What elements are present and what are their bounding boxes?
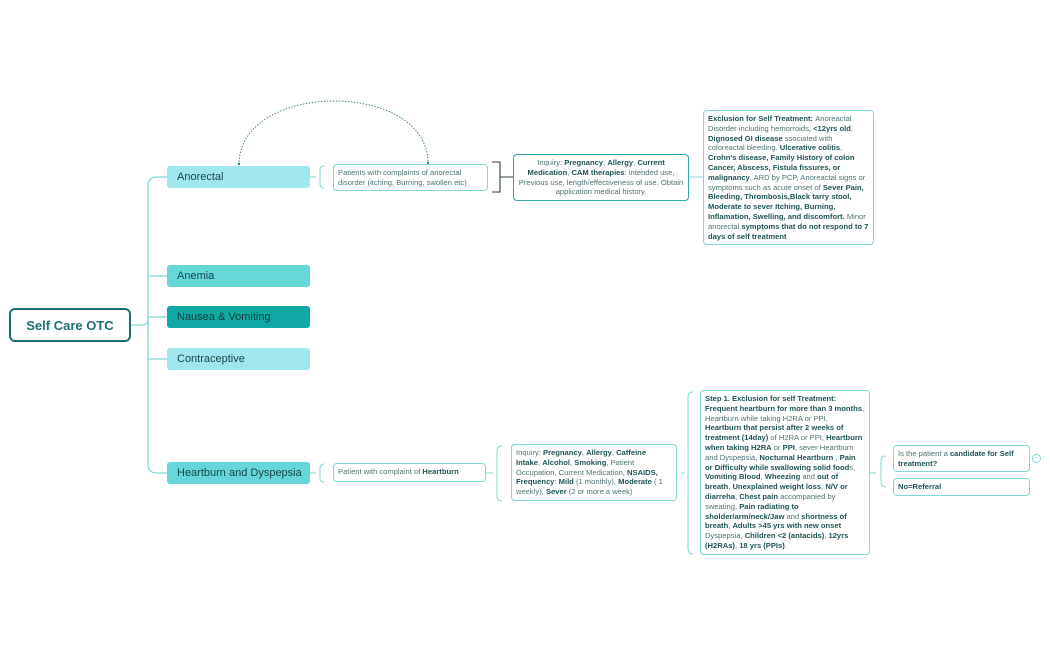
text-segment: , [840, 143, 843, 153]
text-segment: candidate for Self treatment? [898, 449, 1014, 468]
text-segment: , [567, 167, 572, 177]
text-segment: : [554, 477, 559, 487]
text-segment: Dyspepsia, [705, 531, 745, 541]
text-segment: , [570, 457, 575, 467]
text-segment: Anoreactal Disorder including hemorroids, [708, 114, 852, 133]
topic-anemia-label: Anemia [177, 270, 215, 282]
text-segment: (1 monthly), [573, 477, 619, 487]
text-segment: (2 or more a week) [566, 487, 633, 497]
text-segment: Caffeine Intake [516, 448, 647, 467]
heartburn-referral-node[interactable] [893, 478, 1030, 496]
text-segment: out of breath [705, 472, 839, 492]
connector-heartburn-step1 [681, 392, 693, 554]
text-segment: , [537, 457, 543, 467]
topic-anemia[interactable] [167, 265, 310, 287]
text-segment: , [760, 472, 765, 482]
topic-contraceptive[interactable] [167, 348, 310, 370]
text-segment: Vomiting Blood [705, 472, 761, 482]
text-segment: , [728, 482, 733, 492]
text-segment: , Heartburn while taking H2RA or PPI, [705, 403, 865, 423]
heartburn-inquiry-text [516, 448, 663, 496]
heartburn-inquiry-node[interactable] [511, 444, 677, 501]
text-segment: , [633, 158, 638, 167]
text-segment: Chest pain [739, 491, 779, 501]
connector-heartburn-inquiry [486, 446, 502, 501]
text-segment: Wheezing [764, 472, 801, 482]
text-segment: Heartburn when taking H2RA [705, 433, 863, 452]
text-segment: Is the patient a [898, 449, 950, 458]
text-segment: : intended use, Previous use, length/effectiveness of use. Obtain application medical history. [518, 167, 684, 197]
connector-anorectal-inquiry-bracket [492, 162, 513, 192]
text-segment: Sever [545, 487, 567, 497]
text-segment: Current Medication [527, 158, 665, 177]
text-segment: Exclusion for Self Treatment: [708, 114, 816, 123]
anorectal-exclusion-text [708, 114, 868, 241]
text-segment: or [771, 442, 783, 452]
text-segment: No=Referral [898, 482, 942, 491]
text-segment: 12yrs (H2RAs) [705, 531, 849, 550]
connector-root-to-topics [131, 177, 167, 325]
relationship-arc [239, 101, 428, 165]
connector-anorectal-complaint [310, 166, 324, 188]
heartburn-referral-text [898, 482, 941, 491]
text-segment: shortness of breath [705, 511, 847, 531]
text-segment: NSAIDS, Frequency [516, 467, 658, 487]
text-segment: Mild [558, 477, 574, 487]
anorectal-complaint-node[interactable] [333, 164, 488, 191]
text-segment: of H2RA or PPI, [768, 433, 827, 443]
text-segment: Moderate [618, 477, 652, 487]
text-segment: Ulcerative colitis [779, 143, 841, 153]
text-segment: Pregnancy [543, 448, 582, 457]
collapse-toggle-icon[interactable]: + [1032, 454, 1041, 463]
text-segment: Nocturnal Heartburn [759, 452, 834, 462]
text-segment: <12yrs old [813, 123, 851, 133]
text-segment: Inquiry: [516, 448, 544, 457]
text-segment: and [800, 472, 818, 482]
text-segment: , [824, 531, 829, 541]
text-segment: N/V or diarreha [705, 482, 848, 501]
topic-heartburn-label: Heartburn and Dyspepsia [177, 467, 302, 479]
text-segment: , [728, 521, 733, 531]
text-segment: Patient with complaint of [338, 467, 423, 476]
text-segment: accompanied by sweating, [705, 491, 836, 511]
heartburn-complaint-node[interactable] [333, 463, 486, 482]
text-segment: , [850, 123, 853, 133]
text-segment: , [821, 482, 826, 492]
text-segment: Smoking [574, 457, 607, 467]
topic-anorectal-label: Anorectal [177, 171, 224, 183]
topic-nausea-vomiting[interactable] [167, 306, 310, 328]
text-segment: symptoms that do not respond to 7 days of self treatment [708, 221, 869, 241]
anorectal-complaint-text [338, 168, 467, 187]
anorectal-inquiry-node[interactable] [513, 154, 689, 201]
text-segment: and [784, 511, 802, 521]
text-segment: , sever Heartburn and Dyspepsia, [705, 442, 854, 462]
text-segment: Inquiry: [537, 158, 565, 167]
text-segment: Step 1. Exclusion for self Treatment: Frequent heartburn for more than 3 months [705, 394, 862, 413]
connector-root-to-heartburn [148, 319, 167, 473]
text-segment: Pain radiating to sholder/arm/neck/Jaw [705, 501, 799, 521]
anorectal-inquiry-text [519, 158, 684, 196]
text-segment: Children <2 (antacids) [744, 531, 825, 541]
text-segment: Heartburn that persist after 2 weeks of treatment (14day) [705, 423, 844, 443]
text-segment: s, [849, 462, 856, 472]
text-segment: Allergy [607, 158, 634, 167]
text-segment: , [581, 448, 587, 457]
text-segment: , [734, 540, 740, 550]
text-segment: Heartburn [422, 467, 459, 476]
text-segment: Pregnancy [564, 158, 604, 167]
heartburn-complaint-text [338, 467, 459, 476]
root-topic[interactable] [9, 308, 131, 342]
text-segment: Allergy [586, 448, 612, 457]
text-segment: Crohn's disease, Family History of colon Cancer, Abscess, Fistula fissures, or malignancy [708, 153, 855, 182]
text-segment: Patients with complaints of anorectal disorder (itching, Burning, swollen etc) [338, 168, 467, 187]
topic-anorectal[interactable] [167, 166, 310, 188]
heartburn-candidate-node[interactable] [893, 445, 1030, 472]
connector-heartburn-complaint [310, 464, 324, 482]
text-segment: PPI [782, 442, 795, 452]
root-topic-label: Self Care OTC [26, 317, 114, 333]
text-segment: Pain or Difficulty while swallowing solid food [705, 452, 856, 472]
text-segment: , [734, 491, 740, 501]
text-segment: . [784, 540, 787, 550]
heartburn-candidate-text [898, 449, 1014, 468]
text-segment: CAM therapies [571, 167, 625, 177]
text-segment: Unexplained weight loss [732, 482, 822, 492]
text-segment: , Patient Occupation, Current Medication, [516, 457, 635, 477]
heartburn-step1-text [705, 394, 864, 550]
text-segment: , [603, 158, 608, 167]
text-segment: ssociated with coloreactal bleeding. [708, 133, 833, 153]
text-segment: Minor anorectal [708, 211, 866, 231]
heartburn-step1-node[interactable] [700, 390, 870, 555]
text-segment: , [833, 452, 840, 462]
text-segment: Alcohol [542, 457, 571, 467]
text-segment: Dignosed GI disease [708, 133, 783, 143]
text-segment: ( 1 weekly), [516, 477, 663, 497]
text-segment: , [611, 448, 617, 457]
connector-heartburn-decision [870, 456, 886, 487]
topic-heartburn-dyspepsia[interactable] [167, 462, 310, 484]
topic-nausea-label: Nausea & Vomiting [177, 311, 271, 323]
topic-contraceptive-label: Contraceptive [177, 353, 245, 365]
text-segment: 18 yrs (PPIs) [739, 540, 785, 550]
text-segment: , ARD by PCP, Anoreactal signs or symptoms such as acute onset of [708, 172, 866, 192]
text-segment: Sever Pain, Bleeding, Thrombosis,Black tarry stool, Moderate to sever Itching, Burning, Inflamation, Swelling, and discomfort. [708, 182, 864, 221]
anorectal-exclusion-node[interactable] [703, 110, 874, 245]
text-segment: Adults >45 yrs with new onset [732, 521, 842, 531]
